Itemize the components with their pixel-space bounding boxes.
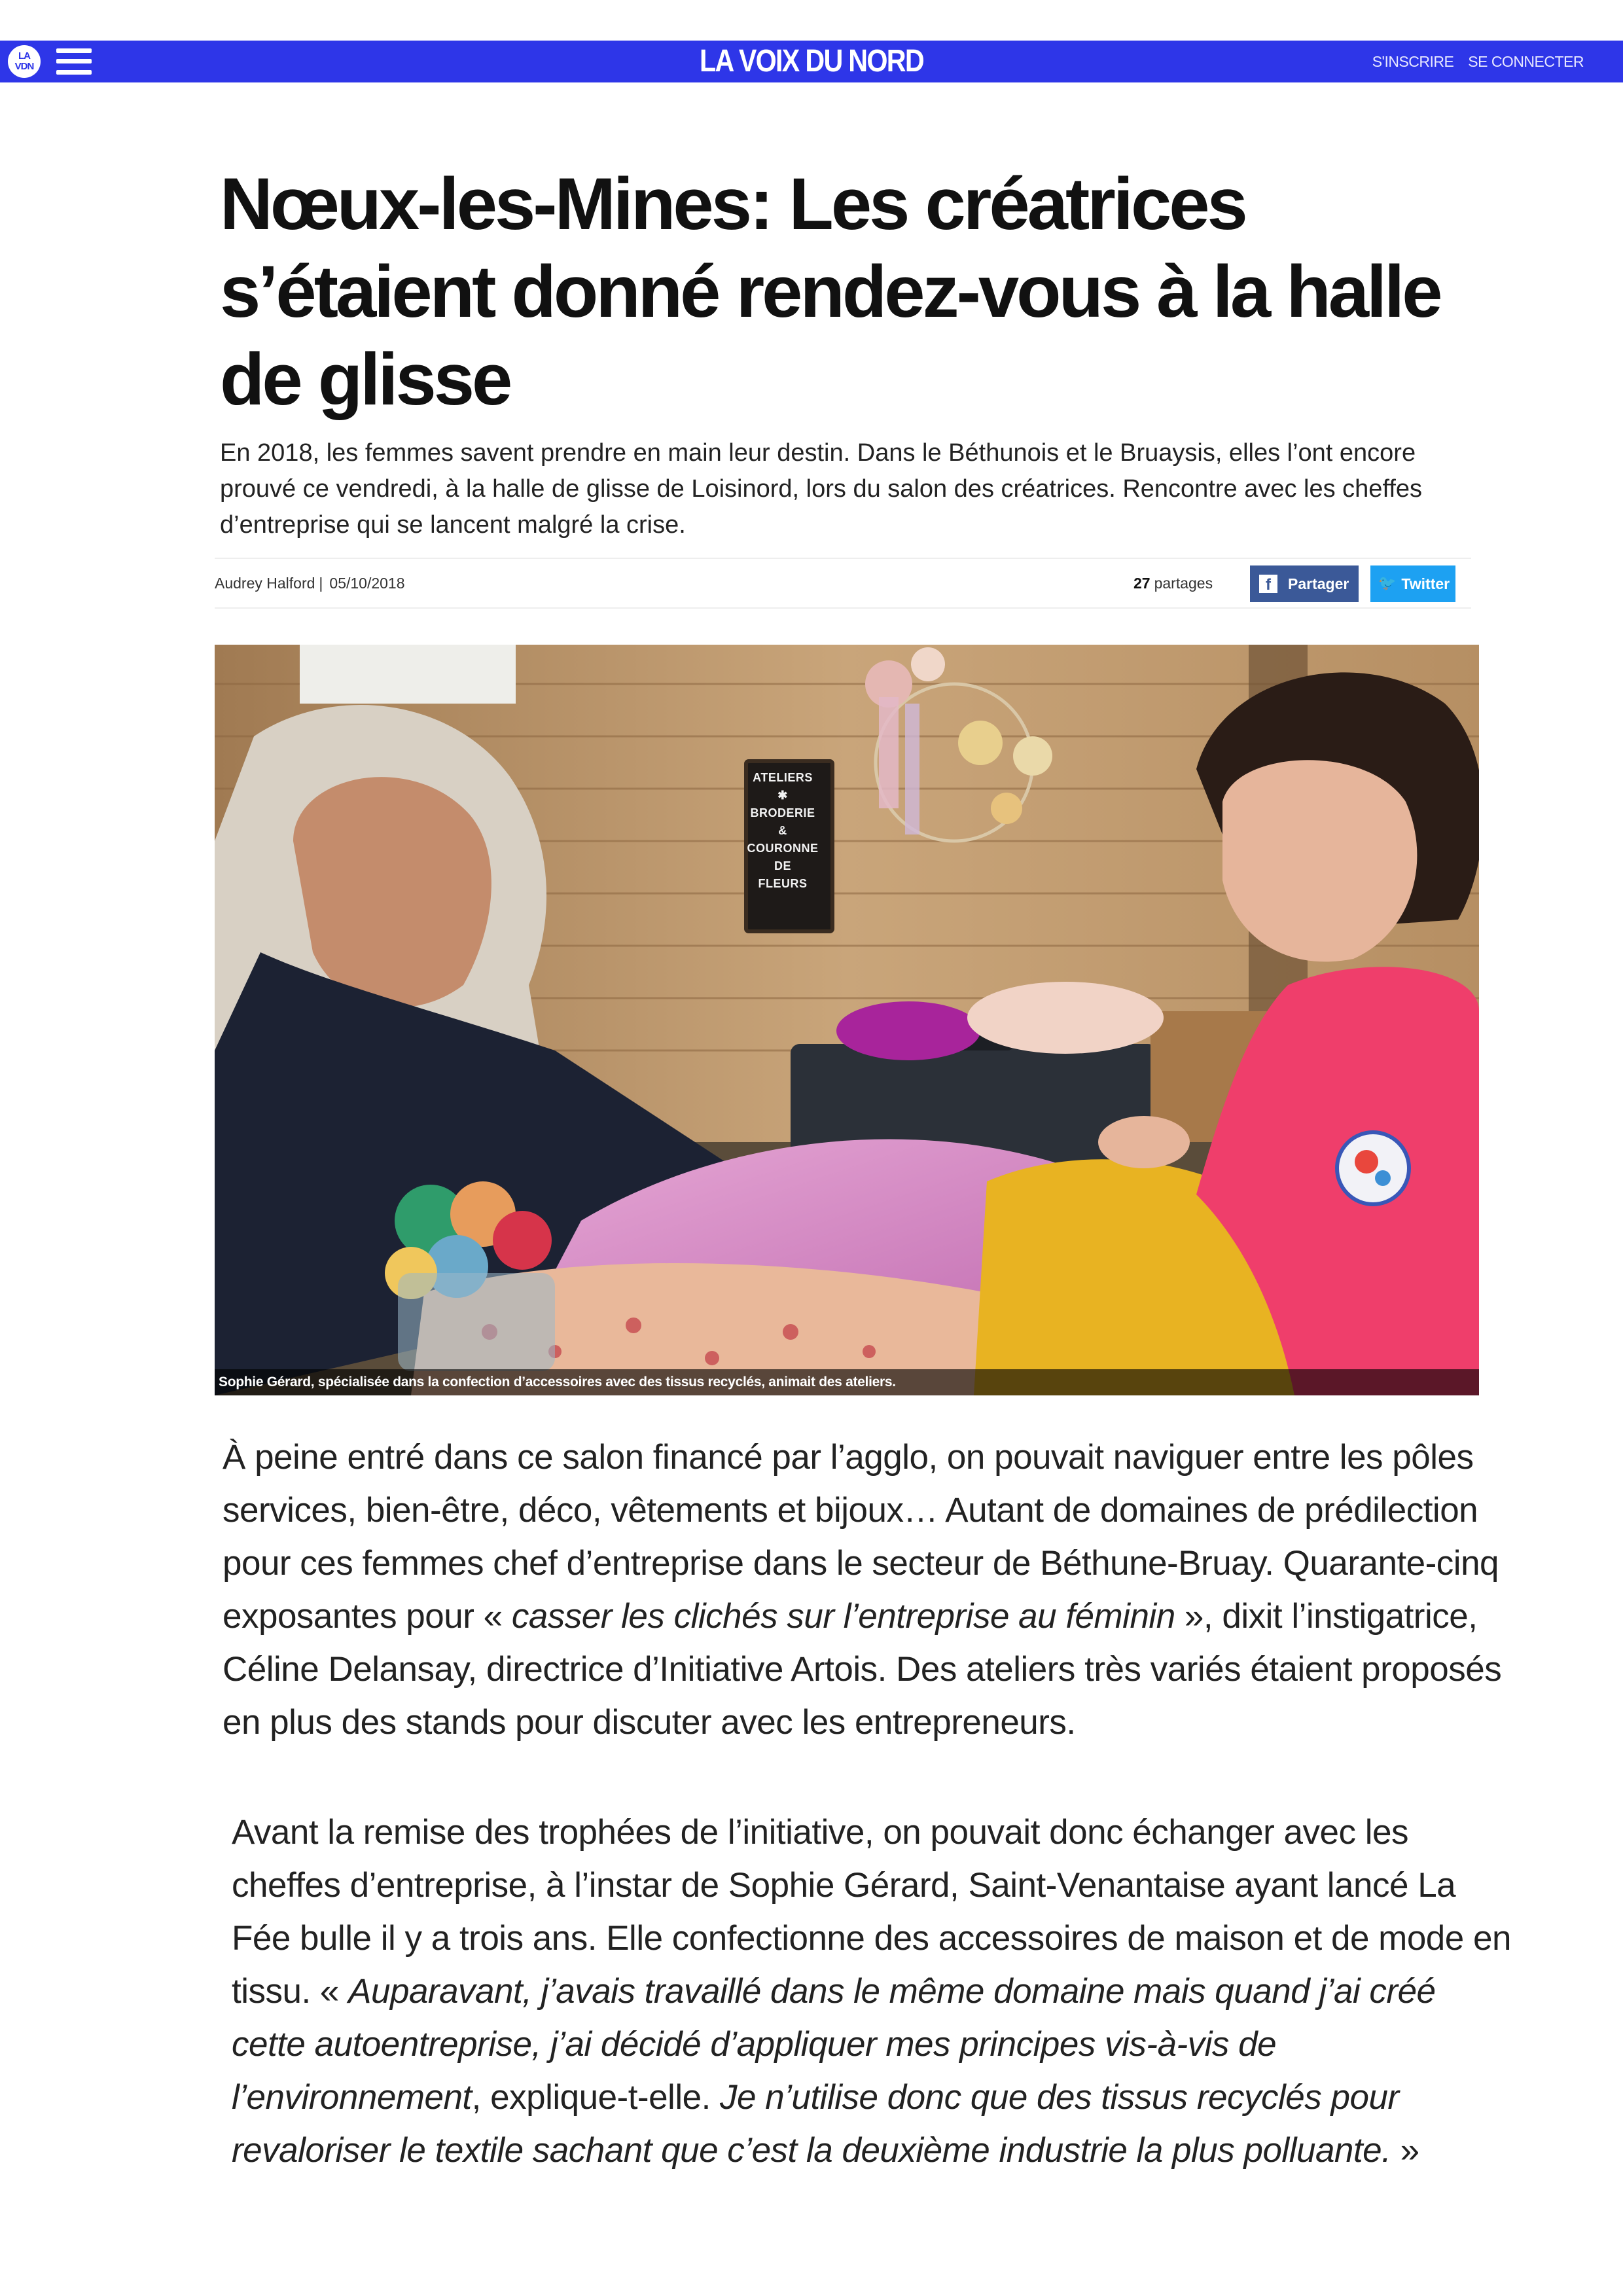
share-count-label: partages: [1154, 575, 1213, 592]
sign-line: DE: [774, 859, 791, 872]
article-lead: En 2018, les femmes savent prendre en main leur destin. Dans le Béthunois et le Bruaysis, elles l’ont encore prouvé ce vendredi, à la halle de glisse de Loisinord, lors du salon des créatrices. Rencontre avec les cheffes d’entreprise qui se lancent malgré la crise.: [220, 439, 1423, 539]
hamburger-menu-icon[interactable]: [56, 48, 92, 75]
twitter-share-label: Twitter: [1401, 575, 1450, 592]
paragraph-text: », dixit l’instigatrice, Céline Delansay, directrice d’Initiative Artois. Des ateliers très variés étaient proposés en plus des stands pour discuter avec les entrepreneurs.: [223, 1597, 1502, 1742]
sign-line: COURONNE: [747, 842, 819, 855]
letter-board-text: [746, 769, 819, 893]
author-name[interactable]: Audrey Halford: [215, 575, 315, 592]
article-paragraph-2: [232, 1806, 1514, 2177]
paragraph-text: , explique-t-elle.: [471, 2078, 721, 2117]
twitter-share-button[interactable]: [1370, 565, 1455, 602]
article-photo[interactable]: [215, 645, 1479, 1395]
article-title: Nœux-les-Mines: Les créatrices s’étaient donné rendez-vous à la halle de glisse: [220, 163, 1440, 420]
article-meta-row: [215, 558, 1471, 609]
logo-line-2: VDN: [14, 61, 34, 72]
signup-link[interactable]: S'INSCRIRE: [1372, 53, 1454, 70]
sign-line: FLEURS: [758, 877, 808, 890]
photo-illustration: [215, 645, 1479, 1395]
paragraph-text: Avant la remise des trophées de l’initiative, on pouvait donc échanger avec les cheffes d’entreprise, à l’instar de Sophie Gérard, Saint-Venantaise ayant lancé La Fée bulle il y a trois ans. Elle confectionne des accessoires de maison et de mode en tissu. «: [232, 1813, 1511, 2011]
article-paragraph-1: [223, 1431, 1505, 1749]
sign-line: ✱: [777, 789, 788, 802]
facebook-share-button[interactable]: [1250, 565, 1359, 602]
paragraph-quote: Je n’utilise donc que des tissus recyclés pour revaloriser le textile sachant que c’est la deuxième industrie la plus polluante.: [232, 2078, 1399, 2170]
publish-date: 05/10/2018: [329, 575, 405, 592]
byline-separator: |: [319, 575, 323, 592]
share-count: [1133, 559, 1213, 607]
share-count-number: 27: [1133, 575, 1150, 592]
sign-line: ATELIERS: [753, 771, 813, 784]
facebook-share-label: Partager: [1288, 575, 1349, 592]
twitter-bird-icon: 🐦: [1378, 575, 1397, 592]
byline: [215, 559, 405, 607]
photo-caption: Sophie Gérard, spécialisée dans la confection d’accessoires avec des tissus recyclés, animait des ateliers.: [215, 1369, 1479, 1395]
paragraph-quote: casser les clichés sur l’entreprise au féminin: [511, 1597, 1175, 1636]
vdn-logo-icon[interactable]: [8, 45, 41, 78]
logo-line-1: LA: [18, 50, 30, 62]
wall-poster: [300, 645, 516, 704]
sign-line: &: [778, 824, 787, 837]
paragraph-text: À peine entré dans ce salon financé par l’agglo, on pouvait naviguer entre les pôles services, bien-être, déco, vêtements et bijoux… Autant de domaines de prédilection pour ces femmes chef d’entreprise dans le secteur de Béthune-Bruay. Quarante-cinq exposantes pour «: [223, 1438, 1499, 1636]
sign-line: BRODERIE: [750, 806, 815, 819]
top-navigation-bar: [0, 41, 1623, 82]
paragraph-text: »: [1391, 2131, 1419, 2170]
facebook-icon: f: [1259, 575, 1277, 593]
paragraph-quote: Auparavant, j’avais travaillé dans le même domaine mais quand j’ai créé cette autoentreprise, j’ai décidé d’appliquer mes principes vis-à-vis de l’environnement: [232, 1972, 1436, 2117]
site-brand-title[interactable]: LA VOIX DU NORD: [700, 44, 923, 79]
login-link[interactable]: SE CONNECTER: [1468, 53, 1584, 70]
auth-links: [1362, 41, 1584, 82]
